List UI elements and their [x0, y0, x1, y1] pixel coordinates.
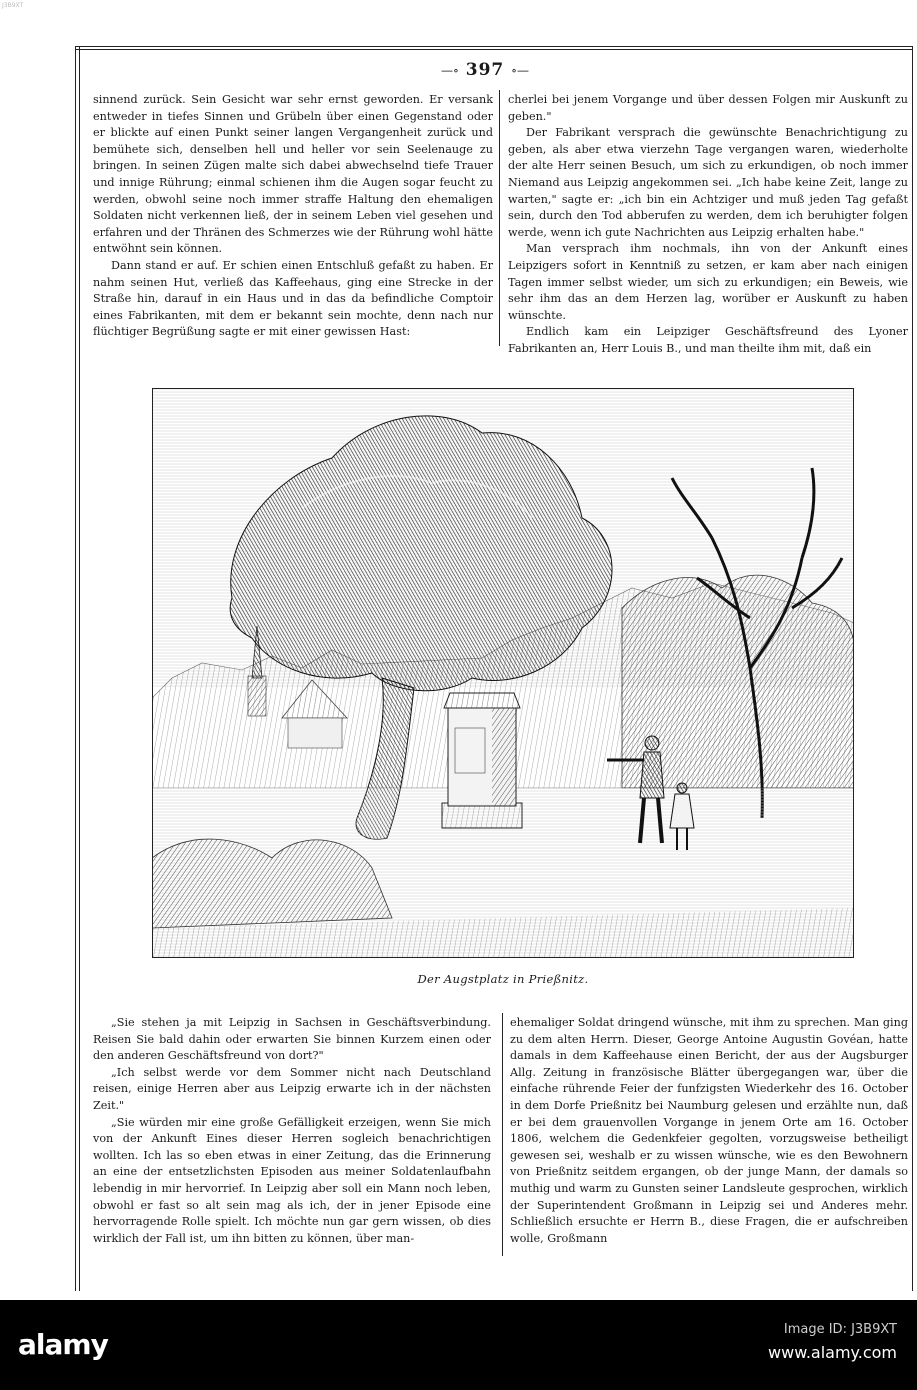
top-border-rule-inner — [75, 49, 913, 50]
paragraph: sinnend zurück. Sein Gesicht war sehr ernst geworden. Er versank entweder in tiefes Sinnen und Grübeln über einen Gegenstand oder er blickte auf einen Punkt seiner langen Vergangenheit zurück und bemühete sich, denselben hell und heller vor sein Seelenauge zu bringen. In seinen Zügen malte sich dabei abwechselnd tiefe Trauer und innige Rührung; einmal schienen ihm die Augen sogar feucht zu werden, obwohl seine noch immer straffe Haltung den ehemaligen Soldaten nicht verkennen ließ, der in seinem Leben viel gesehen und erfahren und der Thränen des Schmerzes wie der Rührung wohl hätte entwöhnt sein können. — [93, 93, 493, 256]
bottom-left-column — [93, 1015, 491, 1247]
website-link[interactable]: www.alamy.com — [768, 1343, 897, 1362]
paragraph: ehemaliger Soldat dringend wünsche, mit ihm zu sprechen. Man ging zu dem alten Herrn. Dieser, George Antoine Augustin Govéan, hatte damals in dem Kaffeehause einen Bericht, der aus der Augsburger Allg. Zeitung in französische Blätter übergegangen war, über die einfache rührende Feier der funfzigsten Wiederkehr des 16. October in dem Dorfe Prießnitz bei Naumburg gelesen und erzählte nun, daß er bei dem grauenvollen Vorgange in jenem Orte am 16. October 1806, welchem die Gedenkfeier gegolten, vorzugsweise betheiligt gewesen sei, weshalb er zu wissen wünsche, wie es den Bewohnern von Prießnitz seitdem ergangen, ob der junge Mann, der damals so muthig und warm zu Gunsten seiner Landsleute gesprochen, wirklich der Superintendent Großmann in Leipzig sei und Anderes mehr. Schließlich ersuchte er Herrn B., diese Fragen, die er aufschreiben wolle, Großmann — [510, 1016, 908, 1245]
paragraph: Man versprach ihm nochmals, ihn von der Ankunft eines Leipzigers sofort in Kenntniß zu setzen, er kam aber nach einigen Tagen immer selbst wieder, um sich zu erkundigen; ein Beweis, wie sehr ihm das an dem Herzen lag, worüber er Auskunft zu haben wünschte. — [508, 242, 908, 322]
top-border-rule — [75, 46, 913, 47]
church-tower — [248, 676, 266, 716]
paragraph: Der Fabrikant versprach die gewünschte Benachrichtigung zu geben, als aber etwa vierzehn Tage vergangen waren, wiederholte der alte Herr seinen Besuch, um sich zu erkundigen, ob noch immer Niemand aus Leipzig angekommen sei. „Ich habe keine Zeit, lange zu warten," sagte er: „ich bin ein Achtziger und muß jeden Tag gefaßt sein, durch den Tod abberufen zu werden, dem ich beruhigter folgen werde, wenn ich gute Nachrichten aus Leipzig erhalten habe." — [508, 126, 908, 239]
stock-photo-banner — [0, 1300, 917, 1390]
banner-info — [768, 1322, 897, 1362]
page-number-ornament-right: ∘— — [511, 63, 530, 78]
monument-base — [442, 803, 522, 828]
left-border-rule-inner — [79, 46, 80, 1291]
engraving-illustration — [152, 388, 854, 958]
paragraph: Dann stand er auf. Er schien einen Entschluß gefaßt zu haben. Er nahm seinen Hut, verließ das Kaffeehaus, ging eine Strecke in der Straße hin, darauf in ein Haus und in das da befindliche Comptoir eines Fabrikanten, mit dem er bekannt sein mochte, denn nach nur flüchtiger Begrüßung sagte er mit einer gewissen Hast: — [93, 258, 493, 339]
top-right-column — [508, 92, 908, 358]
page-number-value: 397 — [465, 60, 505, 80]
monument-shadow-side — [492, 708, 516, 806]
right-border-rule — [912, 46, 913, 1291]
column-separator-top — [499, 90, 500, 346]
page-number-ornament-left: —∘ — [440, 63, 459, 78]
page-number — [430, 60, 540, 80]
left-border-rule — [75, 46, 76, 1291]
alamy-logo[interactable]: alamy — [18, 1328, 108, 1361]
paragraph: cherlei bei jenem Vorgange und über dessen Folgen mir Auskunft zu geben." — [508, 93, 908, 123]
bottom-right-column — [510, 1015, 908, 1247]
edge-image-id: J3B9XT — [2, 2, 24, 9]
paragraph: „Sie stehen ja mit Leipzig in Sachsen in Geschäftsverbindung. Reisen Sie bald dahin oder erwarten Sie binnen Kurzem einen oder den anderen Geschäftsfreund von dort?" — [93, 1016, 491, 1063]
paragraph: „Sie würden mir eine große Gefälligkeit erzeigen, wenn Sie mich von der Ankunft Eines dieser Herren sogleich benachrichtigen wollten. Ich las so eben etwas in einer Zeitung, das die Erinnerung an eine der entsetzlichsten Episoden aus meiner Soldatenlaufbahn lebendig in mir hervorrief. In Leipzig aber soll ein Mann noch leben, obwohl er fast so alt sein mag als ich, der in jener Episode eine hervorragende Rolle spielt. Ich möchte nun gar gern wissen, ob dies wirklich der Fall ist, um ihn bitten zu können, über man- — [93, 1115, 491, 1245]
paragraph: „Ich selbst werde vor dem Sommer nicht nach Deutschland reisen, einige Herren aber aus Leipzig erwarte ich in der nächsten Zeit." — [93, 1065, 491, 1112]
paragraph: Endlich kam ein Leipziger Geschäftsfreund des Lyoner Fabrikanten an, Herr Louis B., und man theilte ihm mit, daß ein — [508, 325, 908, 355]
image-id-text: Image ID: J3B9XT — [783, 1322, 897, 1337]
monument-top — [444, 693, 520, 708]
top-left-column — [93, 92, 493, 341]
illustration-caption: Der Augstplatz in Prießnitz. — [417, 972, 589, 986]
column-separator-bottom — [502, 1013, 503, 1256]
cottage-wall — [288, 718, 342, 748]
